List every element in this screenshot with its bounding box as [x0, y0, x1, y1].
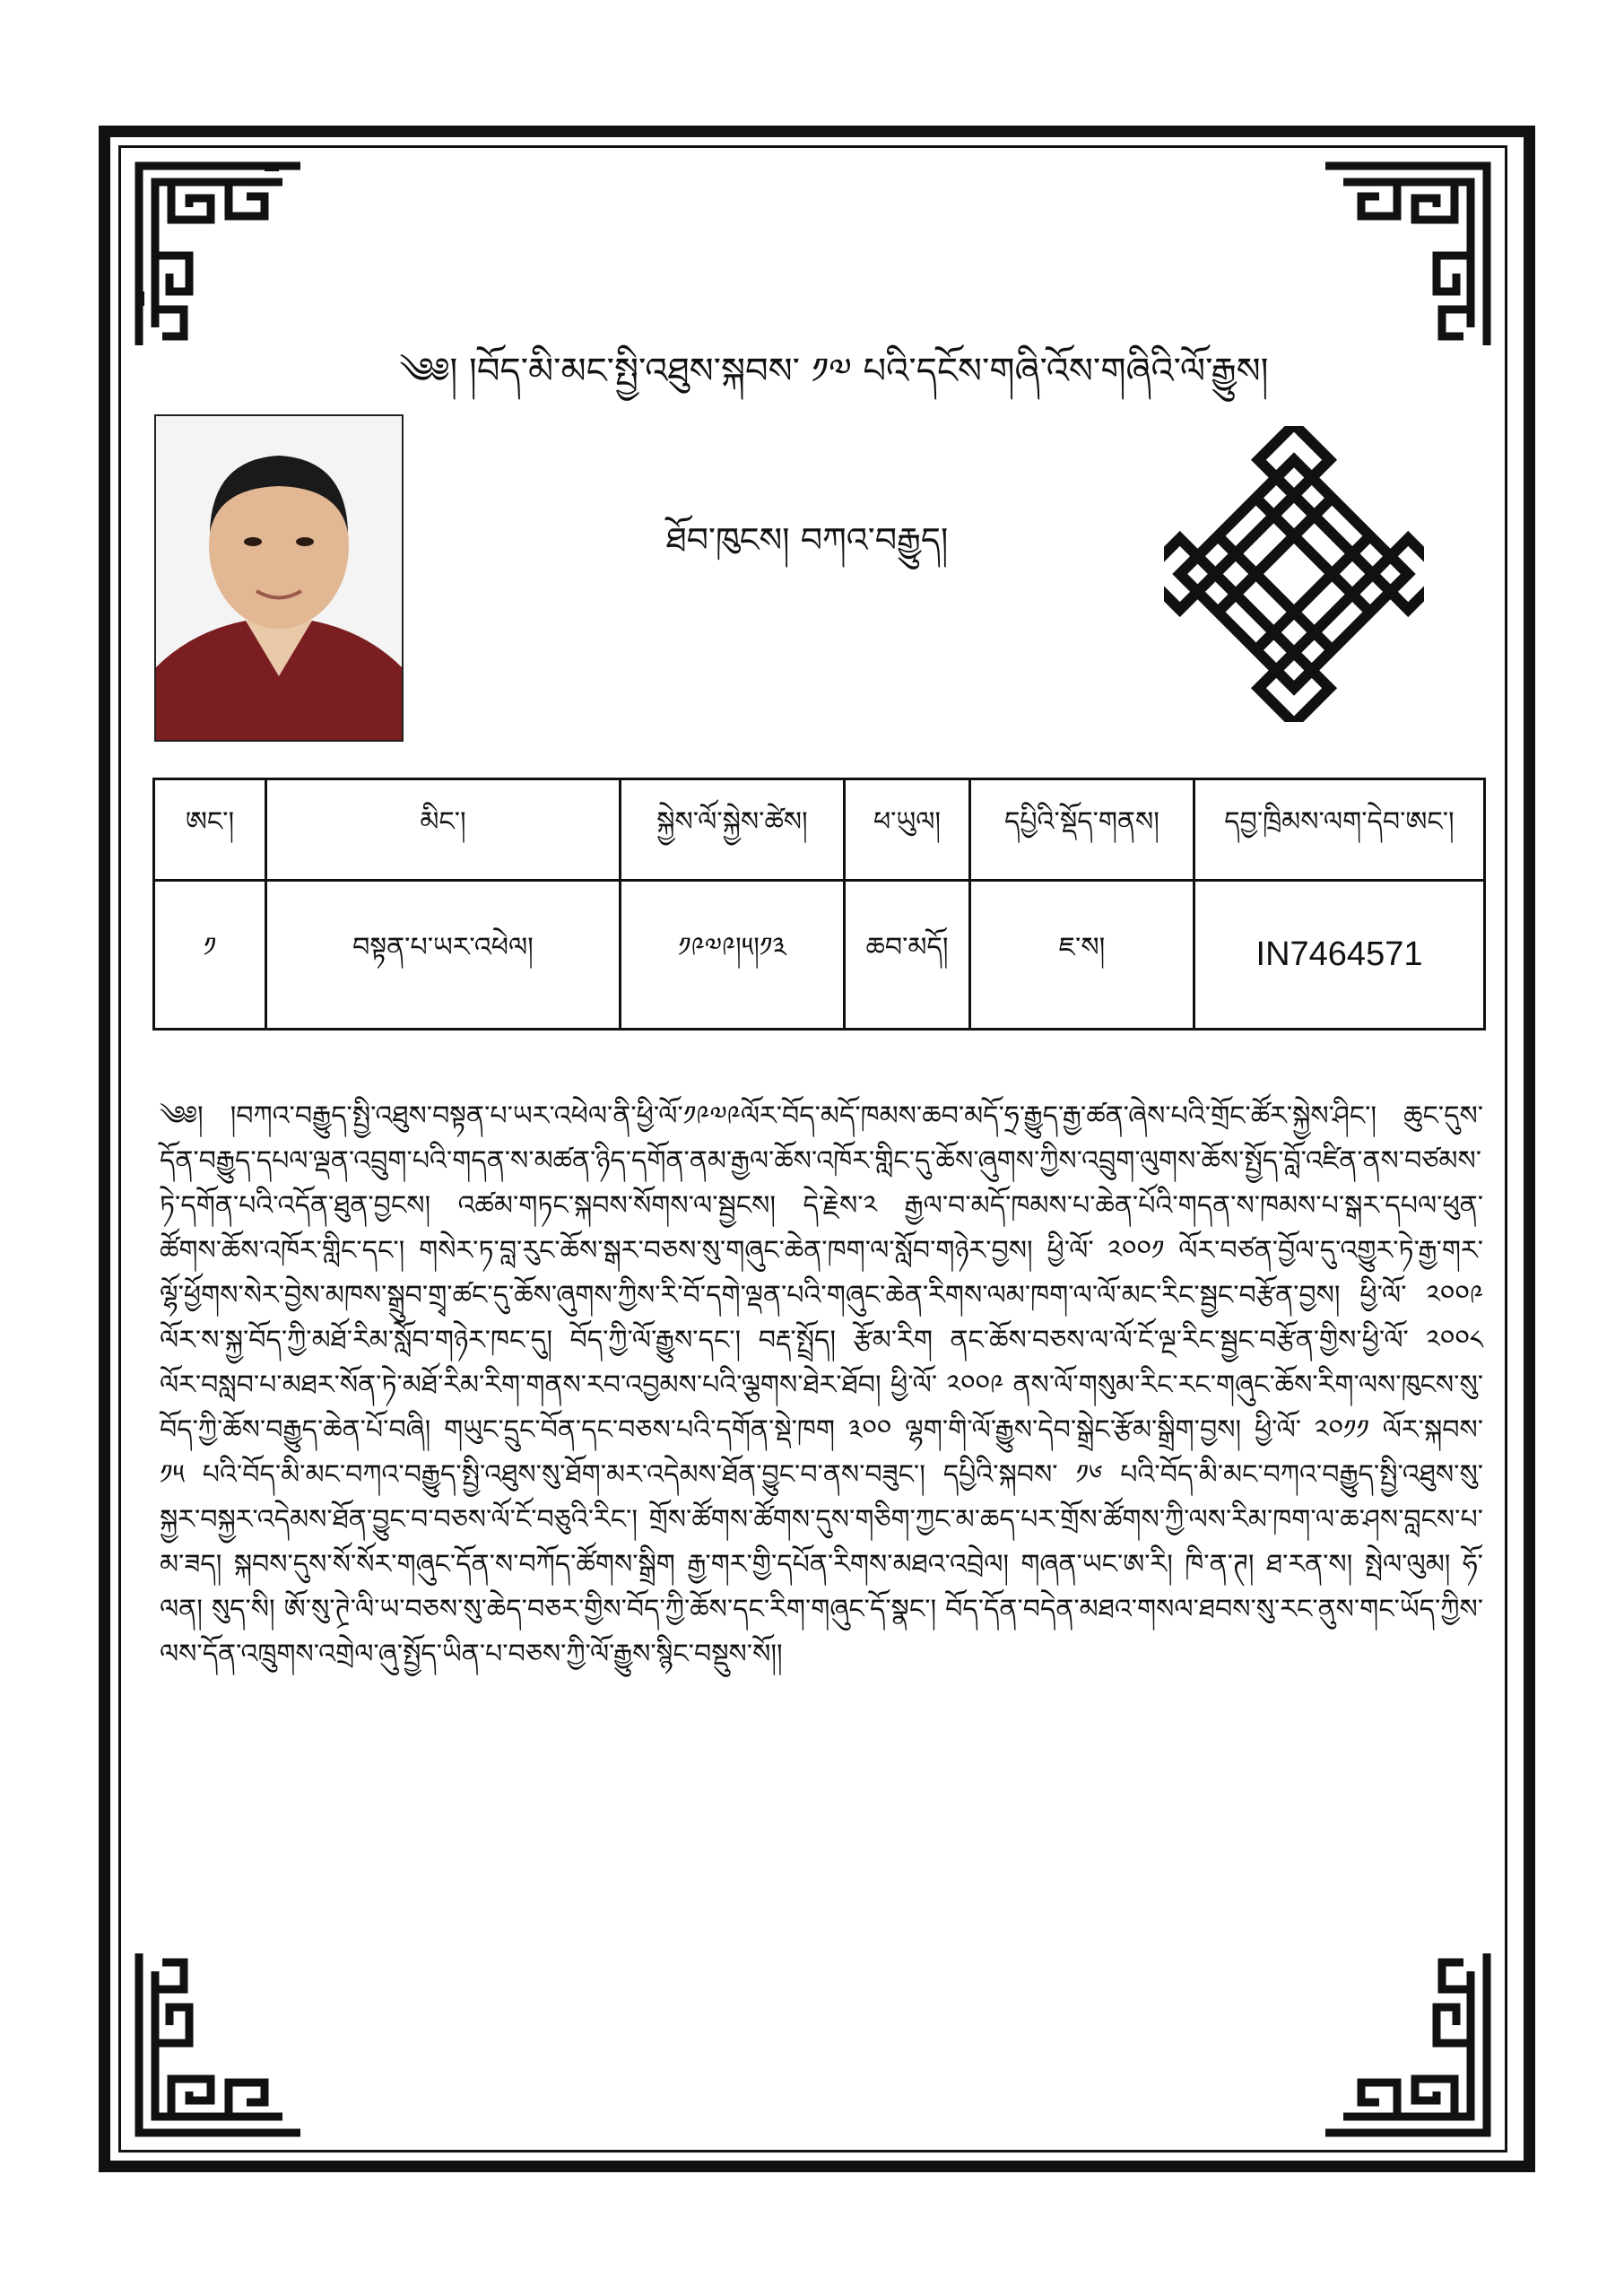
page-title: ༄༅། །བོད་མི་མང་སྤྱི་འཐུས་སྐབས་ ༡༧ པའི་དངོས་གཞི་འོས་གཞིའི་ལོ་རྒྱུས།	[399, 351, 1269, 392]
candidate-name: བསྟན་པ་ཡར་འཕེལ།	[266, 881, 621, 1030]
candidate-info-table	[152, 778, 1486, 1031]
corner-ornament-icon	[1316, 157, 1496, 354]
green-book-number: IN7464571	[1194, 881, 1485, 1030]
endless-knot-icon	[1164, 426, 1424, 722]
affiliation-label: ཐོབ་ཁུངས། བཀའ་བརྒྱུད།	[665, 520, 949, 560]
column-header: དབྱ་ཁྲིམས་ལག་དེབ་ཨང་།	[1194, 779, 1485, 881]
column-header: ཨང་།	[154, 779, 266, 881]
biography-text: ༄༅། །བཀའ་བརྒྱུད་སྤྱི་འཐུས་བསྟན་པ་ཡར་འཕེལ་ནི་ཕྱི་ལོ་༡༩༧༩ལོར་བོད་མདོ་ཁམས་ཆབ་མདོ་ཧྲ་རྒྱུད་རྒྱ་ཚན་ཞེས་པའི་གྲོང་ཚོར་སྐྱེས་ཤིང་། ཆུང་དུས་དོན་བརྒྱུད་དཔལ་ལྡན་འབྲུག་པའི་གདན་ས་མཚན་ཉིད་དགོན་ནམ་རྒྱལ་ཆོས་འཁོར་གླིང་དུ་ཆོས་ཞུགས་ཀྱིས་འབྲུག་ལུགས་ཆོས་སྤྱོད་བློ་འཛིན་ནས་བཙམས་ཏེ་དགོན་པའི་འདོན་ཐུན་བྱངས། འཚམ་གཏང་སྐབས་སོགས་ལ་སྦྱངས། དེ་རྗེས་༢ རྒྱལ་བ་མདོ་ཁམས་པ་ཆེན་པོའི་གདན་ས་ཁམས་པ་སྒར་དཔལ་ཕུན་ཚོགས་ཆོས་འཁོར་གླིང་དང་། གསེར་ཏ་བླ་རུང་ཆོས་སྒར་བཅས་སུ་གཞུང་ཆེན་ཁག་ལ་སློབ་གཉེར་བྱས། ཕྱི་ལོ་ ༢༠༠༡ ལོར་བཙན་བྱོལ་དུ་འགྱུར་ཏེ་རྒྱ་གར་ལྷོ་ཕྱོགས་སེར་བྱེས་མཁས་སྒྲུབ་གྲྭ་ཚང་དུ་ཆོས་ཞུགས་ཀྱིས་རི་བོ་དགེ་ལྡན་པའི་གཞུང་ཆེན་རིགས་ལམ་ཁག་ལ་ལོ་མང་རིང་སྦྱང་བརྩོན་བྱས། ཕྱི་ལོ་ ༢༠༠༩ ལོར་ས་སྐྱ་བོད་ཀྱི་མཐོ་རིམ་སློབ་གཉེར་ཁང་དུ། བོད་ཀྱི་ལོ་རྒྱུས་དང་། བརྡ་སྤྲོད། རྩོམ་རིག ནང་ཆོས་བཅས་ལ་ལོ་ངོ་ལྔ་རིང་སྦྱང་བརྩོན་གྱིས་ཕྱི་ལོ་ ༢༠༠༨ ལོར་བསླབ་པ་མཐར་སོན་ཏེ་མཐོ་རིམ་རིག་གནས་རབ་འབྱམས་པའི་ལྕགས་ཐེར་ཐོབ། ཕྱི་ལོ་ ༢༠༠༩ ནས་ལོ་གསུམ་རིང་རང་གཞུང་ཆོས་རིག་ལས་ཁུངས་སུ་བོད་ཀྱི་ཆོས་བརྒྱུད་ཆེན་པོ་བཞི། གཡུང་དྲུང་བོན་དང་བཅས་པའི་དགོན་སྡེ་ཁག ༣༠༠ ལྷག་གི་ལོ་རྒྱུས་དེབ་སྒྲེང་རྩོམ་སྒྲིག་བྱས། ཕྱི་ལོ་ ༢༠༡༡ ལོར་སྐབས་ ༡༥ པའི་བོད་མི་མང་བཀའ་བརྒྱུད་སྤྱི་འཐུས་སུ་ཐོག་མར་འདེམས་ཐོན་བྱུང་བ་ནས་བཟུང་། དཔྱིའི་སྐབས་ ༡༦ པའི་བོད་མི་མང་བཀའ་བརྒྱུད་སྤྱི་འཐུས་སུ་སྐྱར་བསྐྱར་འདེམས་ཐོན་བྱུང་བ་བཅས་ལོ་ངོ་བཅུའི་རིང་། གྲོས་ཚོགས་ཚོགས་དུས་གཅིག་ཀྱང་མ་ཆད་པར་གྲོས་ཚོགས་ཀྱི་ལས་རིམ་ཁག་ལ་ཆ་ཤས་བླངས་པ་མ་ཟད། སྐབས་དུས་སོ་སོར་གཞུང་དོན་ས་བཀོད་ཚོགས་སྒྲིག རྒྱ་གར་གྱི་དཔོན་རིགས་མཐའ་འབྲེལ། གཞན་ཡང་ཨ་རི། ཁི་ན་ཊ། ཐ་རན་ས། སྤེལ་ལུམ། ཧོ་ལན། སུད་སི། ཨོ་སུ་ཊྲེ་ལི་ཡ་བཅས་སུ་ཆེད་བཅར་གྱིས་བོད་ཀྱི་ཆོས་དང་རིག་གཞུང་དོ་སྣང་། བོད་དོན་བདེན་མཐའ་གསལ་ཐབས་སུ་རང་ནུས་གང་ཡོད་ཀྱིས་ལས་དོན་འཁྲུགས་འགྲེལ་ཞུ་སྤྱོད་ཡིན་པ་བཅས་ཀྱི་ལོ་རྒྱུས་སྙིང་བསྡུས་སོ།།	[160, 1100, 1483, 1670]
corner-ornament-icon	[130, 1944, 309, 2142]
birth-date: ༡༩༧༩།༥།༡༣	[621, 881, 845, 1030]
corner-ornament-icon	[1316, 1944, 1496, 2142]
column-header: མིང་།	[266, 779, 621, 881]
table-row	[154, 881, 1485, 1030]
table-header-row	[154, 779, 1485, 881]
current-residence: ཇ་ས།	[970, 881, 1194, 1030]
column-header: ཕ་ཡུལ།	[845, 779, 970, 881]
corner-ornament-icon	[130, 157, 309, 354]
column-header: དཔྱིའི་སྡོད་གནས།	[970, 779, 1194, 881]
person-portrait-icon	[156, 416, 402, 740]
native-place: ཆབ་མདོ།	[845, 881, 970, 1030]
column-header: སྐྱེས་ལོ་སྐྱེས་ཚེས།	[621, 779, 845, 881]
row-number: ༡	[154, 881, 266, 1030]
candidate-photo	[154, 414, 404, 742]
